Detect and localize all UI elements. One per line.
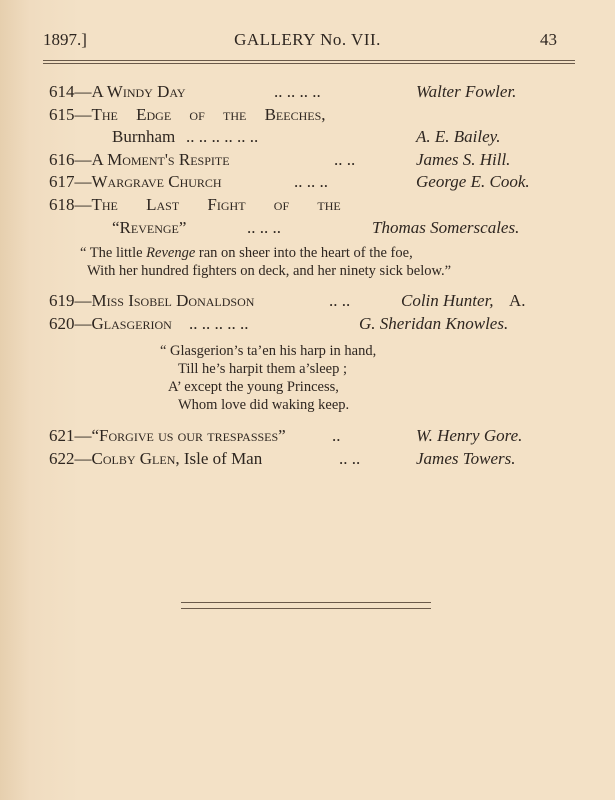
entry-title: The Last Fight of the bbox=[91, 195, 341, 214]
entry-title-continued: “Revenge” bbox=[112, 218, 187, 237]
entry-artist: Thomas Somerscales. bbox=[372, 218, 520, 237]
entry-number: 616— bbox=[49, 150, 92, 169]
entry-artist: Walter Fowler. bbox=[416, 82, 517, 101]
entry-title-continued: Burnham bbox=[112, 127, 176, 146]
verse-line: Till he’s harpit them a’sleep ; bbox=[178, 361, 348, 377]
entry-number: 622— bbox=[49, 449, 92, 468]
entry-title: Glasgerion bbox=[91, 314, 172, 333]
entry-artist: James Towers. bbox=[416, 449, 516, 468]
entry-number: 614— bbox=[49, 82, 92, 101]
catalogue-entry bbox=[49, 82, 569, 104]
header-rule bbox=[43, 63, 575, 64]
quote-emphasis: Revenge bbox=[146, 245, 196, 261]
catalogue-entry bbox=[49, 172, 569, 194]
artist-suffix: A. bbox=[509, 291, 526, 310]
entry-number: 620— bbox=[49, 314, 92, 333]
running-header bbox=[0, 30, 615, 52]
entry-artist: G. Sheridan Knowles. bbox=[359, 314, 509, 333]
entry-title: “Forgive us our trespasses” bbox=[91, 426, 286, 445]
entry-number: 618— bbox=[49, 195, 92, 214]
quote-text: ran on sheer into the heart of the foe, bbox=[195, 245, 413, 261]
verse-quote bbox=[160, 342, 376, 414]
entry-number: 617— bbox=[49, 172, 92, 191]
entry-artist: George E. Cook. bbox=[416, 172, 530, 191]
dot-leader: .. .. .. .. .. bbox=[189, 314, 249, 333]
entry-artist: Colin Hunter, bbox=[401, 291, 494, 310]
header-title: GALLERY No. VII. bbox=[234, 30, 381, 49]
quote-line: With her hundred fighters on deck, and her ninety sick below.” bbox=[87, 263, 452, 279]
catalogue-entry-continued bbox=[49, 218, 569, 240]
catalogue-entry bbox=[49, 150, 569, 172]
dot-leader: .. .. .. .. bbox=[274, 82, 321, 101]
catalogue-entry bbox=[49, 449, 569, 471]
epigraph-quote bbox=[80, 244, 451, 280]
entry-artist: A. E. Bailey. bbox=[416, 127, 501, 146]
dot-leader: .. .. .. .. .. .. bbox=[186, 127, 259, 146]
verse-line: “ Glasgerion’s ta’en his harp in hand, bbox=[160, 343, 377, 359]
entry-title: Colby Glen, bbox=[91, 449, 180, 468]
catalogue-entry bbox=[49, 195, 569, 217]
dot-leader: .. .. .. bbox=[247, 218, 281, 237]
entry-number: 615— bbox=[49, 105, 92, 124]
entry-title-plain: Isle of Man bbox=[183, 449, 263, 468]
catalogue-entry bbox=[49, 291, 569, 313]
dot-leader: .. .. bbox=[329, 291, 351, 310]
entry-number: 621— bbox=[49, 426, 92, 445]
header-rule bbox=[43, 60, 575, 61]
closing-rule bbox=[181, 608, 431, 609]
entry-artist: James S. Hill. bbox=[416, 150, 511, 169]
catalogue-entry bbox=[49, 105, 569, 127]
header-year: 1897.] bbox=[43, 30, 87, 49]
entry-title: Miss Isobel Donaldson bbox=[91, 291, 255, 310]
entry-title: A Moment's Respite bbox=[91, 150, 230, 169]
catalogue-entry bbox=[49, 426, 569, 448]
catalogue-entry-continued bbox=[49, 127, 569, 149]
entry-title: A Windy Day bbox=[91, 82, 186, 101]
dot-leader: .. .. bbox=[334, 150, 356, 169]
dot-leader: .. .. bbox=[339, 449, 361, 468]
verse-line: Whom love did waking keep. bbox=[178, 397, 350, 413]
entry-number: 619— bbox=[49, 291, 92, 310]
entry-title: Wargrave Church bbox=[91, 172, 222, 191]
closing-rule bbox=[181, 602, 431, 603]
catalogue-entry bbox=[49, 314, 569, 336]
dot-leader: .. bbox=[332, 426, 341, 445]
verse-line: A’ except the young Princess, bbox=[168, 379, 339, 395]
page-number: 43 bbox=[540, 30, 557, 49]
dot-leader: .. .. .. bbox=[294, 172, 328, 191]
entry-artist: W. Henry Gore. bbox=[416, 426, 523, 445]
quote-text: “ The little bbox=[80, 245, 147, 261]
entry-title: The Edge of the Beeches, bbox=[91, 105, 326, 124]
